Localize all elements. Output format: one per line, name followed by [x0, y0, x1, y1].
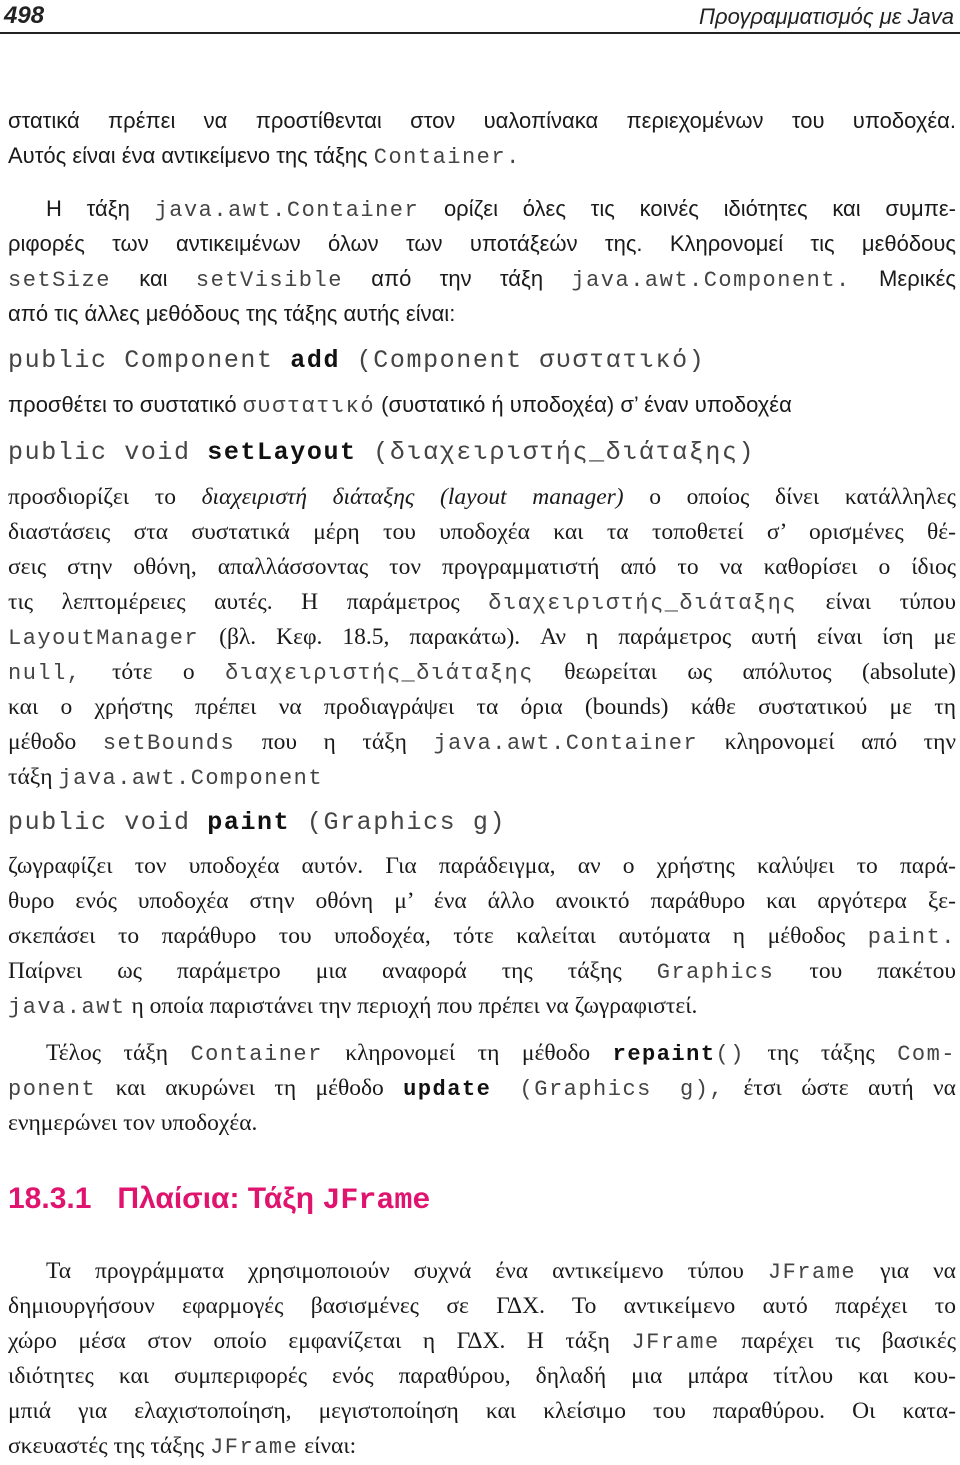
method-name: setLayout — [207, 438, 357, 467]
paragraph-line — [8, 989, 956, 1023]
paragraph-line — [8, 849, 956, 883]
text: ιδιότητες και συμπεριφορές ενός παραθύρου, δηλαδή μια μπάρα τίτλου και κου- — [8, 1363, 956, 1389]
code-class-name: Container — [190, 1042, 323, 1067]
paragraph-line — [8, 1106, 956, 1140]
code-text: public Component — [8, 346, 291, 375]
paragraph-line — [8, 388, 956, 422]
text: τότε ο — [81, 659, 226, 685]
running-header — [0, 0, 960, 34]
code-class-name: Com- — [897, 1042, 956, 1067]
text: ορίζει όλες τις κοινές ιδιότητες και συμπε- — [419, 196, 957, 221]
text: στατικά πρέπει να προστίθενται στον υαλοπίνακα περιεχομένων του υποδοχέα. — [8, 108, 956, 133]
text: Αυτός είναι ένα αντικείμενο της τάξης — [8, 143, 374, 168]
text: (συστατικό ή υποδοχέα) σ’ έναν υποδοχέα — [375, 392, 792, 417]
paragraph-line — [8, 690, 956, 724]
text: θεωρείται ως απόλυτος (absolute) — [533, 659, 956, 685]
text: που η τάξη — [235, 729, 434, 755]
paragraph-line — [8, 1254, 956, 1288]
code-class-name: Container. — [373, 145, 521, 170]
paragraph-line — [8, 1324, 956, 1358]
text: Μερικές — [850, 266, 957, 291]
method-name: paint — [207, 808, 291, 837]
italic-term: διαχειριστή διάταξης (layout manager) — [201, 484, 624, 510]
text: προσθέτει το συστατικό — [8, 392, 243, 417]
text: προσδιορίζει το — [8, 484, 202, 510]
text: και — [110, 266, 196, 291]
paragraph-line — [8, 1429, 956, 1463]
code-method-name: setVisible — [195, 268, 343, 293]
paragraph-line — [8, 262, 956, 296]
text: έτσι ώστε αυτή να — [724, 1075, 956, 1101]
page-number: 498 — [4, 2, 45, 29]
code-class-name: JFrame — [631, 1330, 720, 1355]
text: κληρονομεί από την — [698, 729, 957, 755]
text: ο οποίος δίνει κατάλληλες — [623, 484, 956, 510]
paragraph-line — [8, 954, 956, 988]
paragraph-line — [8, 655, 956, 689]
paragraph-line — [8, 1071, 956, 1105]
method-signature — [8, 344, 705, 378]
code-text: (Component συστατικό) — [340, 346, 706, 375]
method-signature — [8, 436, 755, 470]
text: ριφορές των αντικειμένων όλων των υποτάξεών της. Κληρονομεί τις μεθόδους — [8, 231, 956, 256]
text: σεις στην οθόνη, απαλλάσσοντας τον προγραμματιστή από το να καθορίσει ο ίδιος — [8, 554, 956, 580]
code-param: διαχειριστής_διάταξης — [225, 661, 534, 686]
text: και ο χρήστης πρέπει να προδιαγράψει τα όρια (bounds) κάθε συστατικού με τη — [8, 694, 956, 720]
text: ενημερώνει τον υποδοχέα. — [8, 1110, 258, 1136]
text: σκεπάσει το παράθυρο του υποδοχέα, τότε καλείται αυτόματα η μέθοδος — [8, 923, 868, 949]
section-number: 18.3.1 — [8, 1182, 92, 1215]
code-class-name: java.awt.Component — [58, 766, 324, 791]
paragraph-line — [8, 515, 956, 549]
paragraph-line — [8, 1394, 956, 1428]
section-heading — [8, 1182, 430, 1226]
code-class-name: ponent — [8, 1077, 97, 1102]
paragraph-line — [8, 725, 956, 759]
text: από την τάξη — [342, 266, 572, 291]
text: του πακέτου — [774, 958, 957, 984]
paragraph-line — [8, 480, 956, 514]
text: σκευαστές της τάξης — [8, 1433, 211, 1459]
paragraph-line — [8, 192, 956, 226]
paragraph-line — [8, 620, 956, 654]
code-keyword: null, — [8, 661, 82, 686]
paragraph-line — [8, 585, 956, 619]
code-class-name: LayoutManager — [8, 626, 200, 651]
section-title: Πλαίσια: Τάξη — [117, 1182, 323, 1215]
paragraph-line — [8, 760, 956, 794]
paragraph-line — [8, 139, 956, 173]
text: της τάξης — [744, 1040, 898, 1066]
code-text: (Graphics g) — [290, 808, 507, 837]
text: χώρο μέσα στον οποίο εμφανίζεται η ΓΔΧ. Η τάξη — [8, 1328, 632, 1354]
text: τάξη — [8, 764, 59, 790]
text: Παίρνει ως παράμετρο μια αναφορά της τάξης — [8, 958, 657, 984]
code-text: public void — [8, 438, 208, 467]
text: διαστάσεις στα συστατικά μέρη του υποδοχέα και τα τοποθετεί σ’ ορισμένες θέ- — [8, 519, 956, 545]
text: για να — [856, 1258, 956, 1284]
text: μέθοδο — [8, 729, 103, 755]
code-method-name: repaint — [612, 1042, 716, 1067]
text: ζωγραφίζει τον υποδοχέα αυτόν. Για παράδειγμα, αν ο χρήστης καλύψει το παρά- — [8, 853, 956, 879]
code-method-name: setSize — [8, 268, 111, 293]
paragraph-line — [8, 884, 956, 918]
code-class-name: java.awt.Container — [433, 731, 699, 756]
text: και ακυρώνει τη μέθοδο — [96, 1075, 404, 1101]
code-text: (διαχειριστής_διάταξης) — [356, 438, 756, 467]
text: η οποία παριστάνει την περιοχή που πρέπει να ζωγραφιστεί. — [125, 993, 698, 1019]
code-class-name: java.awt.Component. — [571, 268, 851, 293]
code-text: public void — [8, 808, 208, 837]
code-class-name: JFrame — [210, 1435, 299, 1460]
text: είναι: — [298, 1433, 357, 1459]
paragraph-line — [8, 104, 956, 138]
code-method-name: update — [403, 1077, 492, 1102]
section-title-code: JFrame — [322, 1184, 431, 1218]
code-text: () — [715, 1042, 745, 1067]
method-name: add — [290, 346, 341, 375]
code-param: διαχειριστής_διάταξης — [488, 591, 798, 616]
paragraph-line — [8, 1036, 956, 1070]
code-method-name: paint. — [867, 925, 956, 950]
text: μπιά για ελαχιστοποίηση, μεγιστοποίηση και κλείσιμο του παραθύρου. Οι κατα- — [8, 1398, 956, 1424]
text: Τέλος τάξη — [46, 1040, 191, 1066]
running-title: Προγραμματισμός με Java — [699, 4, 954, 29]
paragraph-line — [8, 1359, 956, 1393]
text: κληρονομεί τη μέθοδο — [322, 1040, 613, 1066]
paragraph-line — [8, 919, 956, 953]
paragraph-line — [8, 550, 956, 584]
code-package-name: java.awt — [8, 995, 126, 1020]
code-class-name: java.awt.Container — [154, 198, 420, 223]
paragraph-line — [8, 1289, 956, 1323]
text: δημιουργήσουν εφαρμογές βασισμένες σε ΓΔΧ. Το αντικείμενο αυτό παρέχει το — [8, 1293, 956, 1319]
text: Τα προγράμματα χρησιμοποιούν συχνά ένα αντικείμενο τύπου — [46, 1258, 768, 1284]
paragraph-line — [8, 227, 956, 261]
text: από τις άλλες μεθόδους της τάξης αυτής είναι: — [8, 301, 456, 326]
code-class-name: Graphics — [656, 960, 775, 985]
text: θυρο ενός υποδοχέα στην οθόνη μ’ ένα άλλο ανοικτό παράθυρο και αργότερα ξε- — [8, 888, 956, 914]
text: (βλ. Κεφ. 18.5, παρακάτω). Αν η παράμετρος αυτή είναι ίση με — [199, 624, 956, 650]
method-signature — [8, 806, 506, 840]
text: παρέχει τις βασικές — [719, 1328, 956, 1354]
paragraph-line — [8, 297, 956, 331]
code-class-name: JFrame — [767, 1260, 857, 1285]
text: Η τάξη — [46, 196, 155, 221]
text: τις λεπτομέρειες αυτές. Η παράμετρος — [8, 589, 489, 615]
text: είναι τύπου — [797, 589, 956, 615]
code-text: (Graphics g), — [491, 1077, 725, 1102]
code-param: συστατικό — [242, 394, 376, 419]
code-method-name: setBounds — [102, 731, 236, 756]
